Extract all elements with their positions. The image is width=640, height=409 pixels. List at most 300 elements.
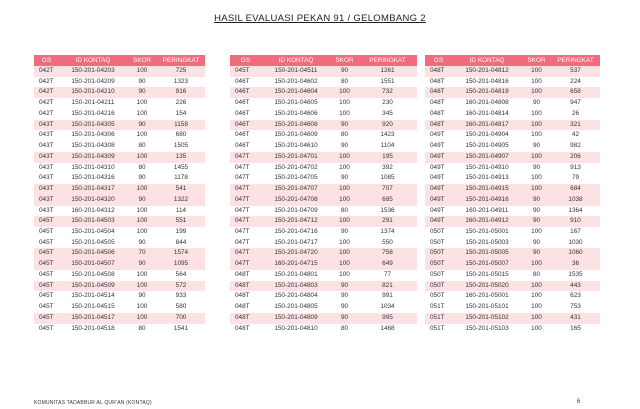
id-kontaq-cell: 160-201-04814 — [452, 109, 522, 120]
peringkat-cell: 580 — [157, 302, 205, 313]
skor-cell: 80 — [522, 270, 551, 281]
id-kontaq-cell: 150-201-04308 — [59, 141, 127, 152]
table-row — [425, 195, 600, 206]
id-kontaq-cell: 160-201-04715 — [261, 259, 331, 270]
peringkat-cell: 732 — [358, 87, 417, 98]
id-kontaq-cell: 150-201-04507 — [59, 259, 127, 270]
table-row — [34, 184, 205, 195]
gs-cell: 049T — [425, 216, 452, 227]
gs-cell: 047T — [230, 163, 261, 174]
id-kontaq-cell: 150-201-04211 — [59, 98, 127, 109]
peringkat-cell: 392 — [358, 163, 417, 174]
id-kontaq-cell: 150-201-04320 — [59, 195, 127, 206]
table-row — [230, 302, 417, 313]
peringkat-cell: 206 — [551, 152, 600, 163]
gs-cell: 046T — [230, 98, 261, 109]
gs-cell: 049T — [425, 152, 452, 163]
gs-cell: 048T — [425, 109, 452, 120]
id-kontaq-cell: 160-201-04312 — [59, 206, 127, 217]
id-kontaq-cell: 150-201-04819 — [452, 87, 522, 98]
peringkat-cell: 345 — [358, 109, 417, 120]
peringkat-cell: 77 — [358, 270, 417, 281]
skor-cell: 80 — [331, 130, 358, 141]
table-row — [425, 238, 600, 249]
gs-cell: 043T — [34, 195, 59, 206]
skor-cell: 90 — [522, 248, 551, 259]
gs-cell: 049T — [425, 141, 452, 152]
table-row — [230, 248, 417, 259]
gs-cell: 049T — [425, 163, 452, 174]
skor-cell: 100 — [522, 152, 551, 163]
table-row — [425, 227, 600, 238]
skor-cell: 100 — [522, 173, 551, 184]
header-peringkat: PERINGKAT — [358, 55, 417, 66]
peringkat-cell: 195 — [358, 152, 417, 163]
id-kontaq-cell: 150-201-04708 — [261, 195, 331, 206]
peringkat-cell: 550 — [358, 238, 417, 249]
gs-cell: 049T — [425, 130, 452, 141]
table-row — [34, 270, 205, 281]
peringkat-cell: 947 — [551, 98, 600, 109]
skor-cell: 90 — [331, 227, 358, 238]
table-row — [34, 120, 205, 131]
id-kontaq-cell: 150-201-04916 — [452, 195, 522, 206]
skor-cell: 80 — [127, 141, 157, 152]
skor-cell: 100 — [331, 216, 358, 227]
peringkat-cell: 920 — [358, 120, 417, 131]
peringkat-cell: 1104 — [358, 141, 417, 152]
id-kontaq-cell: 150-201-05103 — [452, 324, 522, 335]
id-kontaq-cell: 150-201-05003 — [452, 238, 522, 249]
peringkat-cell: 443 — [551, 281, 600, 292]
gs-cell: 049T — [425, 173, 452, 184]
skor-cell: 90 — [522, 141, 551, 152]
header-id-kontaq: ID KONTAQ — [59, 55, 127, 66]
gs-cell: 048T — [425, 98, 452, 109]
peringkat-cell: 623 — [551, 291, 600, 302]
skor-cell: 90 — [331, 66, 358, 77]
results-table-3 — [425, 55, 600, 334]
gs-cell: 045T — [34, 313, 59, 324]
peringkat-cell: 291 — [358, 216, 417, 227]
gs-cell: 046T — [230, 109, 261, 120]
peringkat-cell: 1551 — [358, 77, 417, 88]
gs-cell: 049T — [425, 184, 452, 195]
gs-cell: 051T — [425, 302, 452, 313]
peringkat-cell: 1541 — [157, 324, 205, 335]
gs-cell: 048T — [425, 66, 452, 77]
peringkat-cell: 230 — [358, 98, 417, 109]
peringkat-cell: 1364 — [551, 206, 600, 217]
gs-cell: 046T — [230, 77, 261, 88]
table-row — [425, 98, 600, 109]
gs-cell: 045T — [34, 248, 59, 259]
gs-cell: 042T — [34, 87, 59, 98]
gs-cell: 045T — [230, 66, 261, 77]
table-row — [230, 130, 417, 141]
gs-cell: 045T — [34, 238, 59, 249]
table-row — [34, 227, 205, 238]
id-kontaq-cell: 150-201-04904 — [452, 130, 522, 141]
skor-cell: 90 — [331, 291, 358, 302]
skor-cell: 70 — [127, 248, 157, 259]
table-row — [230, 120, 417, 131]
skor-cell: 100 — [127, 302, 157, 313]
id-kontaq-cell: 150-201-04905 — [452, 141, 522, 152]
peringkat-cell: 224 — [551, 77, 600, 88]
peringkat-cell: 1468 — [358, 324, 417, 335]
skor-cell: 100 — [127, 66, 157, 77]
gs-cell: 042T — [34, 98, 59, 109]
skor-cell: 100 — [127, 281, 157, 292]
id-kontaq-cell: 150-201-04801 — [261, 270, 331, 281]
peringkat-cell: 1095 — [157, 259, 205, 270]
id-kontaq-cell: 160-201-04911 — [452, 206, 522, 217]
id-kontaq-cell: 150-201-04518 — [59, 324, 127, 335]
gs-cell: 050T — [425, 238, 452, 249]
gs-cell: 050T — [425, 259, 452, 270]
skor-cell: 90 — [522, 98, 551, 109]
peringkat-cell: 167 — [551, 227, 600, 238]
skor-cell: 90 — [331, 141, 358, 152]
header-skor: SKOR — [331, 55, 358, 66]
id-kontaq-cell: 150-201-04812 — [452, 66, 522, 77]
skor-cell: 100 — [331, 184, 358, 195]
skor-cell: 100 — [522, 302, 551, 313]
table-row — [34, 77, 205, 88]
header-id-kontaq: ID KONTAQ — [261, 55, 331, 66]
id-kontaq-cell: 150-201-04309 — [59, 152, 127, 163]
skor-cell: 90 — [127, 195, 157, 206]
id-kontaq-cell: 150-201-04514 — [59, 291, 127, 302]
table-row — [230, 98, 417, 109]
peringkat-cell: 165 — [551, 324, 600, 335]
gs-cell: 045T — [34, 270, 59, 281]
gs-cell: 048T — [425, 120, 452, 131]
gs-cell: 048T — [230, 291, 261, 302]
skor-cell: 100 — [522, 130, 551, 141]
skor-cell: 90 — [331, 281, 358, 292]
gs-cell: 048T — [230, 281, 261, 292]
id-kontaq-cell: 160-201-04808 — [452, 98, 522, 109]
peringkat-cell: 1455 — [157, 163, 205, 174]
peringkat-cell: 1158 — [157, 120, 205, 131]
table-row — [425, 248, 600, 259]
id-kontaq-cell: 150-201-04509 — [59, 281, 127, 292]
skor-cell: 100 — [127, 216, 157, 227]
table-row — [425, 163, 600, 174]
skor-cell: 90 — [331, 302, 358, 313]
peringkat-cell: 1322 — [157, 195, 205, 206]
table-row — [230, 238, 417, 249]
id-kontaq-cell: 150-201-04809 — [261, 313, 331, 324]
id-kontaq-cell: 150-201-05101 — [452, 302, 522, 313]
skor-cell: 100 — [522, 77, 551, 88]
gs-cell: 043T — [34, 141, 59, 152]
table-row — [34, 313, 205, 324]
gs-cell: 048T — [425, 87, 452, 98]
gs-cell: 043T — [34, 163, 59, 174]
peringkat-cell: 79 — [551, 173, 600, 184]
page-title: HASIL EVALUASI PEKAN 91 / GELOMBANG 2 — [214, 13, 426, 24]
table-row — [425, 87, 600, 98]
header-gs: GS — [230, 55, 261, 66]
id-kontaq-cell: 150-201-04803 — [261, 281, 331, 292]
table-row — [425, 120, 600, 131]
skor-cell: 80 — [127, 324, 157, 335]
gs-cell: 051T — [425, 313, 452, 324]
skor-cell: 100 — [331, 248, 358, 259]
skor-cell: 80 — [331, 206, 358, 217]
gs-cell: 047T — [230, 206, 261, 217]
skor-cell: 90 — [331, 173, 358, 184]
table-row — [34, 141, 205, 152]
id-kontaq-cell: 150-201-04517 — [59, 313, 127, 324]
gs-cell: 045T — [34, 302, 59, 313]
peringkat-cell: 572 — [157, 281, 205, 292]
id-kontaq-cell: 150-201-04701 — [261, 152, 331, 163]
gs-cell: 047T — [230, 216, 261, 227]
gs-cell: 047T — [230, 195, 261, 206]
id-kontaq-cell: 150-201-04716 — [261, 227, 331, 238]
table-row — [230, 109, 417, 120]
table-row — [34, 87, 205, 98]
id-kontaq-cell: 150-201-05015 — [452, 270, 522, 281]
peringkat-cell: 821 — [358, 281, 417, 292]
id-kontaq-cell: 150-201-05102 — [452, 313, 522, 324]
gs-cell: 046T — [230, 87, 261, 98]
results-table-1 — [34, 55, 205, 334]
id-kontaq-cell: 150-201-05001 — [452, 227, 522, 238]
gs-cell: 043T — [34, 184, 59, 195]
table-row — [425, 270, 600, 281]
table-row — [425, 141, 600, 152]
id-kontaq-cell: 150-201-04805 — [261, 302, 331, 313]
header-gs: GS — [34, 55, 59, 66]
gs-cell: 050T — [425, 248, 452, 259]
peringkat-cell: 1423 — [358, 130, 417, 141]
skor-cell: 90 — [127, 238, 157, 249]
table-row — [34, 66, 205, 77]
id-kontaq-cell: 150-201-04810 — [261, 324, 331, 335]
gs-cell: 043T — [34, 173, 59, 184]
skor-cell: 100 — [331, 152, 358, 163]
footer-organization: KOMUNITAS TADABBUR AL QUR'AN (KONTAQ) — [34, 400, 152, 406]
table-row — [230, 206, 417, 217]
table-row — [425, 259, 600, 270]
peringkat-cell: 1038 — [551, 195, 600, 206]
skor-cell: 100 — [331, 259, 358, 270]
id-kontaq-cell: 150-201-04606 — [261, 109, 331, 120]
peringkat-cell: 1060 — [551, 248, 600, 259]
gs-cell: 045T — [34, 227, 59, 238]
table-row — [34, 163, 205, 174]
skor-cell: 90 — [127, 120, 157, 131]
id-kontaq-cell: 150-201-04602 — [261, 77, 331, 88]
table-row — [34, 98, 205, 109]
peringkat-cell: 1085 — [358, 173, 417, 184]
id-kontaq-cell: 150-201-04712 — [261, 216, 331, 227]
gs-cell: 042T — [34, 66, 59, 77]
id-kontaq-cell: 150-201-04305 — [59, 120, 127, 131]
table-row — [425, 173, 600, 184]
skor-cell: 100 — [331, 163, 358, 174]
skor-cell: 100 — [522, 87, 551, 98]
table-row — [34, 324, 205, 335]
peringkat-cell: 725 — [157, 66, 205, 77]
table-row — [34, 248, 205, 259]
table-row — [425, 216, 600, 227]
peringkat-cell: 564 — [157, 270, 205, 281]
gs-cell: 045T — [34, 259, 59, 270]
id-kontaq-cell: 150-201-04317 — [59, 184, 127, 195]
gs-cell: 045T — [34, 216, 59, 227]
skor-cell: 100 — [127, 152, 157, 163]
gs-cell: 047T — [230, 152, 261, 163]
gs-cell: 042T — [34, 77, 59, 88]
id-kontaq-cell: 150-201-05020 — [452, 281, 522, 292]
table-row — [230, 195, 417, 206]
peringkat-cell: 700 — [157, 313, 205, 324]
table-row — [230, 87, 417, 98]
skor-cell: 100 — [522, 281, 551, 292]
gs-cell: 043T — [34, 120, 59, 131]
id-kontaq-cell: 150-201-04210 — [59, 87, 127, 98]
skor-cell: 90 — [331, 313, 358, 324]
id-kontaq-cell: 150-201-04306 — [59, 130, 127, 141]
table-row — [230, 227, 417, 238]
peringkat-cell: 135 — [157, 152, 205, 163]
header-row — [425, 55, 600, 66]
skor-cell: 90 — [522, 238, 551, 249]
id-kontaq-cell: 150-201-04310 — [59, 163, 127, 174]
table-row — [230, 313, 417, 324]
gs-cell: 043T — [34, 206, 59, 217]
header-skor: SKOR — [127, 55, 157, 66]
table-row — [425, 152, 600, 163]
peringkat-cell: 199 — [157, 227, 205, 238]
gs-cell: 050T — [425, 291, 452, 302]
gs-cell: 050T — [425, 270, 452, 281]
peringkat-cell: 541 — [157, 184, 205, 195]
id-kontaq-cell: 150-201-04605 — [261, 98, 331, 109]
peringkat-cell: 42 — [551, 130, 600, 141]
gs-cell: 045T — [34, 291, 59, 302]
header-id-kontaq: ID KONTAQ — [452, 55, 522, 66]
gs-cell: 050T — [425, 227, 452, 238]
table-row — [425, 281, 600, 292]
table-row — [230, 141, 417, 152]
table-row — [230, 259, 417, 270]
gs-cell: 049T — [425, 206, 452, 217]
table-row — [230, 163, 417, 174]
id-kontaq-cell: 150-201-04316 — [59, 173, 127, 184]
peringkat-cell: 649 — [358, 259, 417, 270]
peringkat-cell: 537 — [551, 66, 600, 77]
id-kontaq-cell: 150-201-04913 — [452, 173, 522, 184]
gs-cell: 049T — [425, 195, 452, 206]
skor-cell: 100 — [331, 270, 358, 281]
table-row — [230, 324, 417, 335]
skor-cell: 100 — [522, 184, 551, 195]
skor-cell: 100 — [522, 109, 551, 120]
skor-cell: 90 — [127, 291, 157, 302]
peringkat-cell: 995 — [358, 313, 417, 324]
table-row — [425, 130, 600, 141]
peringkat-cell: 658 — [551, 87, 600, 98]
peringkat-cell: 551 — [157, 216, 205, 227]
peringkat-cell: 916 — [157, 87, 205, 98]
peringkat-cell: 36 — [551, 259, 600, 270]
skor-cell: 100 — [127, 130, 157, 141]
table-row — [34, 173, 205, 184]
table-row — [34, 109, 205, 120]
skor-cell: 100 — [127, 227, 157, 238]
skor-cell: 90 — [522, 206, 551, 217]
peringkat-cell: 321 — [551, 120, 600, 131]
peringkat-cell: 684 — [551, 184, 600, 195]
id-kontaq-cell: 150-201-04609 — [261, 130, 331, 141]
table-row — [34, 206, 205, 217]
skor-cell: 100 — [522, 313, 551, 324]
peringkat-cell: 1374 — [358, 227, 417, 238]
id-kontaq-cell: 150-201-04511 — [261, 66, 331, 77]
peringkat-cell: 1261 — [358, 66, 417, 77]
peringkat-cell: 933 — [157, 291, 205, 302]
header-gs: GS — [425, 55, 452, 66]
id-kontaq-cell: 150-201-04717 — [261, 238, 331, 249]
id-kontaq-cell: 150-201-04216 — [59, 109, 127, 120]
id-kontaq-cell: 150-201-04915 — [452, 184, 522, 195]
table-row — [34, 259, 205, 270]
gs-cell: 047T — [230, 238, 261, 249]
gs-cell: 046T — [230, 120, 261, 131]
id-kontaq-cell: 150-201-04907 — [452, 152, 522, 163]
peringkat-cell: 758 — [358, 248, 417, 259]
table-row — [230, 291, 417, 302]
table-row — [34, 281, 205, 292]
id-kontaq-cell: 150-201-04804 — [261, 291, 331, 302]
peringkat-cell: 680 — [157, 130, 205, 141]
skor-cell: 90 — [127, 173, 157, 184]
id-kontaq-cell: 150-201-05007 — [452, 259, 522, 270]
results-table-2 — [230, 55, 417, 334]
id-kontaq-cell: 150-201-04608 — [261, 120, 331, 131]
peringkat-cell: 1178 — [157, 173, 205, 184]
gs-cell: 043T — [34, 130, 59, 141]
gs-cell: 048T — [425, 77, 452, 88]
skor-cell: 90 — [522, 216, 551, 227]
id-kontaq-cell: 150-201-04910 — [452, 163, 522, 174]
gs-cell: 043T — [34, 152, 59, 163]
peringkat-cell: 910 — [551, 216, 600, 227]
peringkat-cell: 154 — [157, 109, 205, 120]
id-kontaq-cell: 150-201-04503 — [59, 216, 127, 227]
id-kontaq-cell: 150-201-04203 — [59, 66, 127, 77]
peringkat-cell: 1505 — [157, 141, 205, 152]
id-kontaq-cell: 150-201-04508 — [59, 270, 127, 281]
id-kontaq-cell: 150-201-04505 — [59, 238, 127, 249]
table-row — [34, 238, 205, 249]
gs-cell: 048T — [230, 324, 261, 335]
peringkat-cell: 844 — [157, 238, 205, 249]
gs-cell: 047T — [230, 173, 261, 184]
id-kontaq-cell: 150-201-04506 — [59, 248, 127, 259]
skor-cell: 90 — [127, 77, 157, 88]
id-kontaq-cell: 150-201-04707 — [261, 184, 331, 195]
peringkat-cell: 982 — [551, 141, 600, 152]
id-kontaq-cell: 150-201-04209 — [59, 77, 127, 88]
